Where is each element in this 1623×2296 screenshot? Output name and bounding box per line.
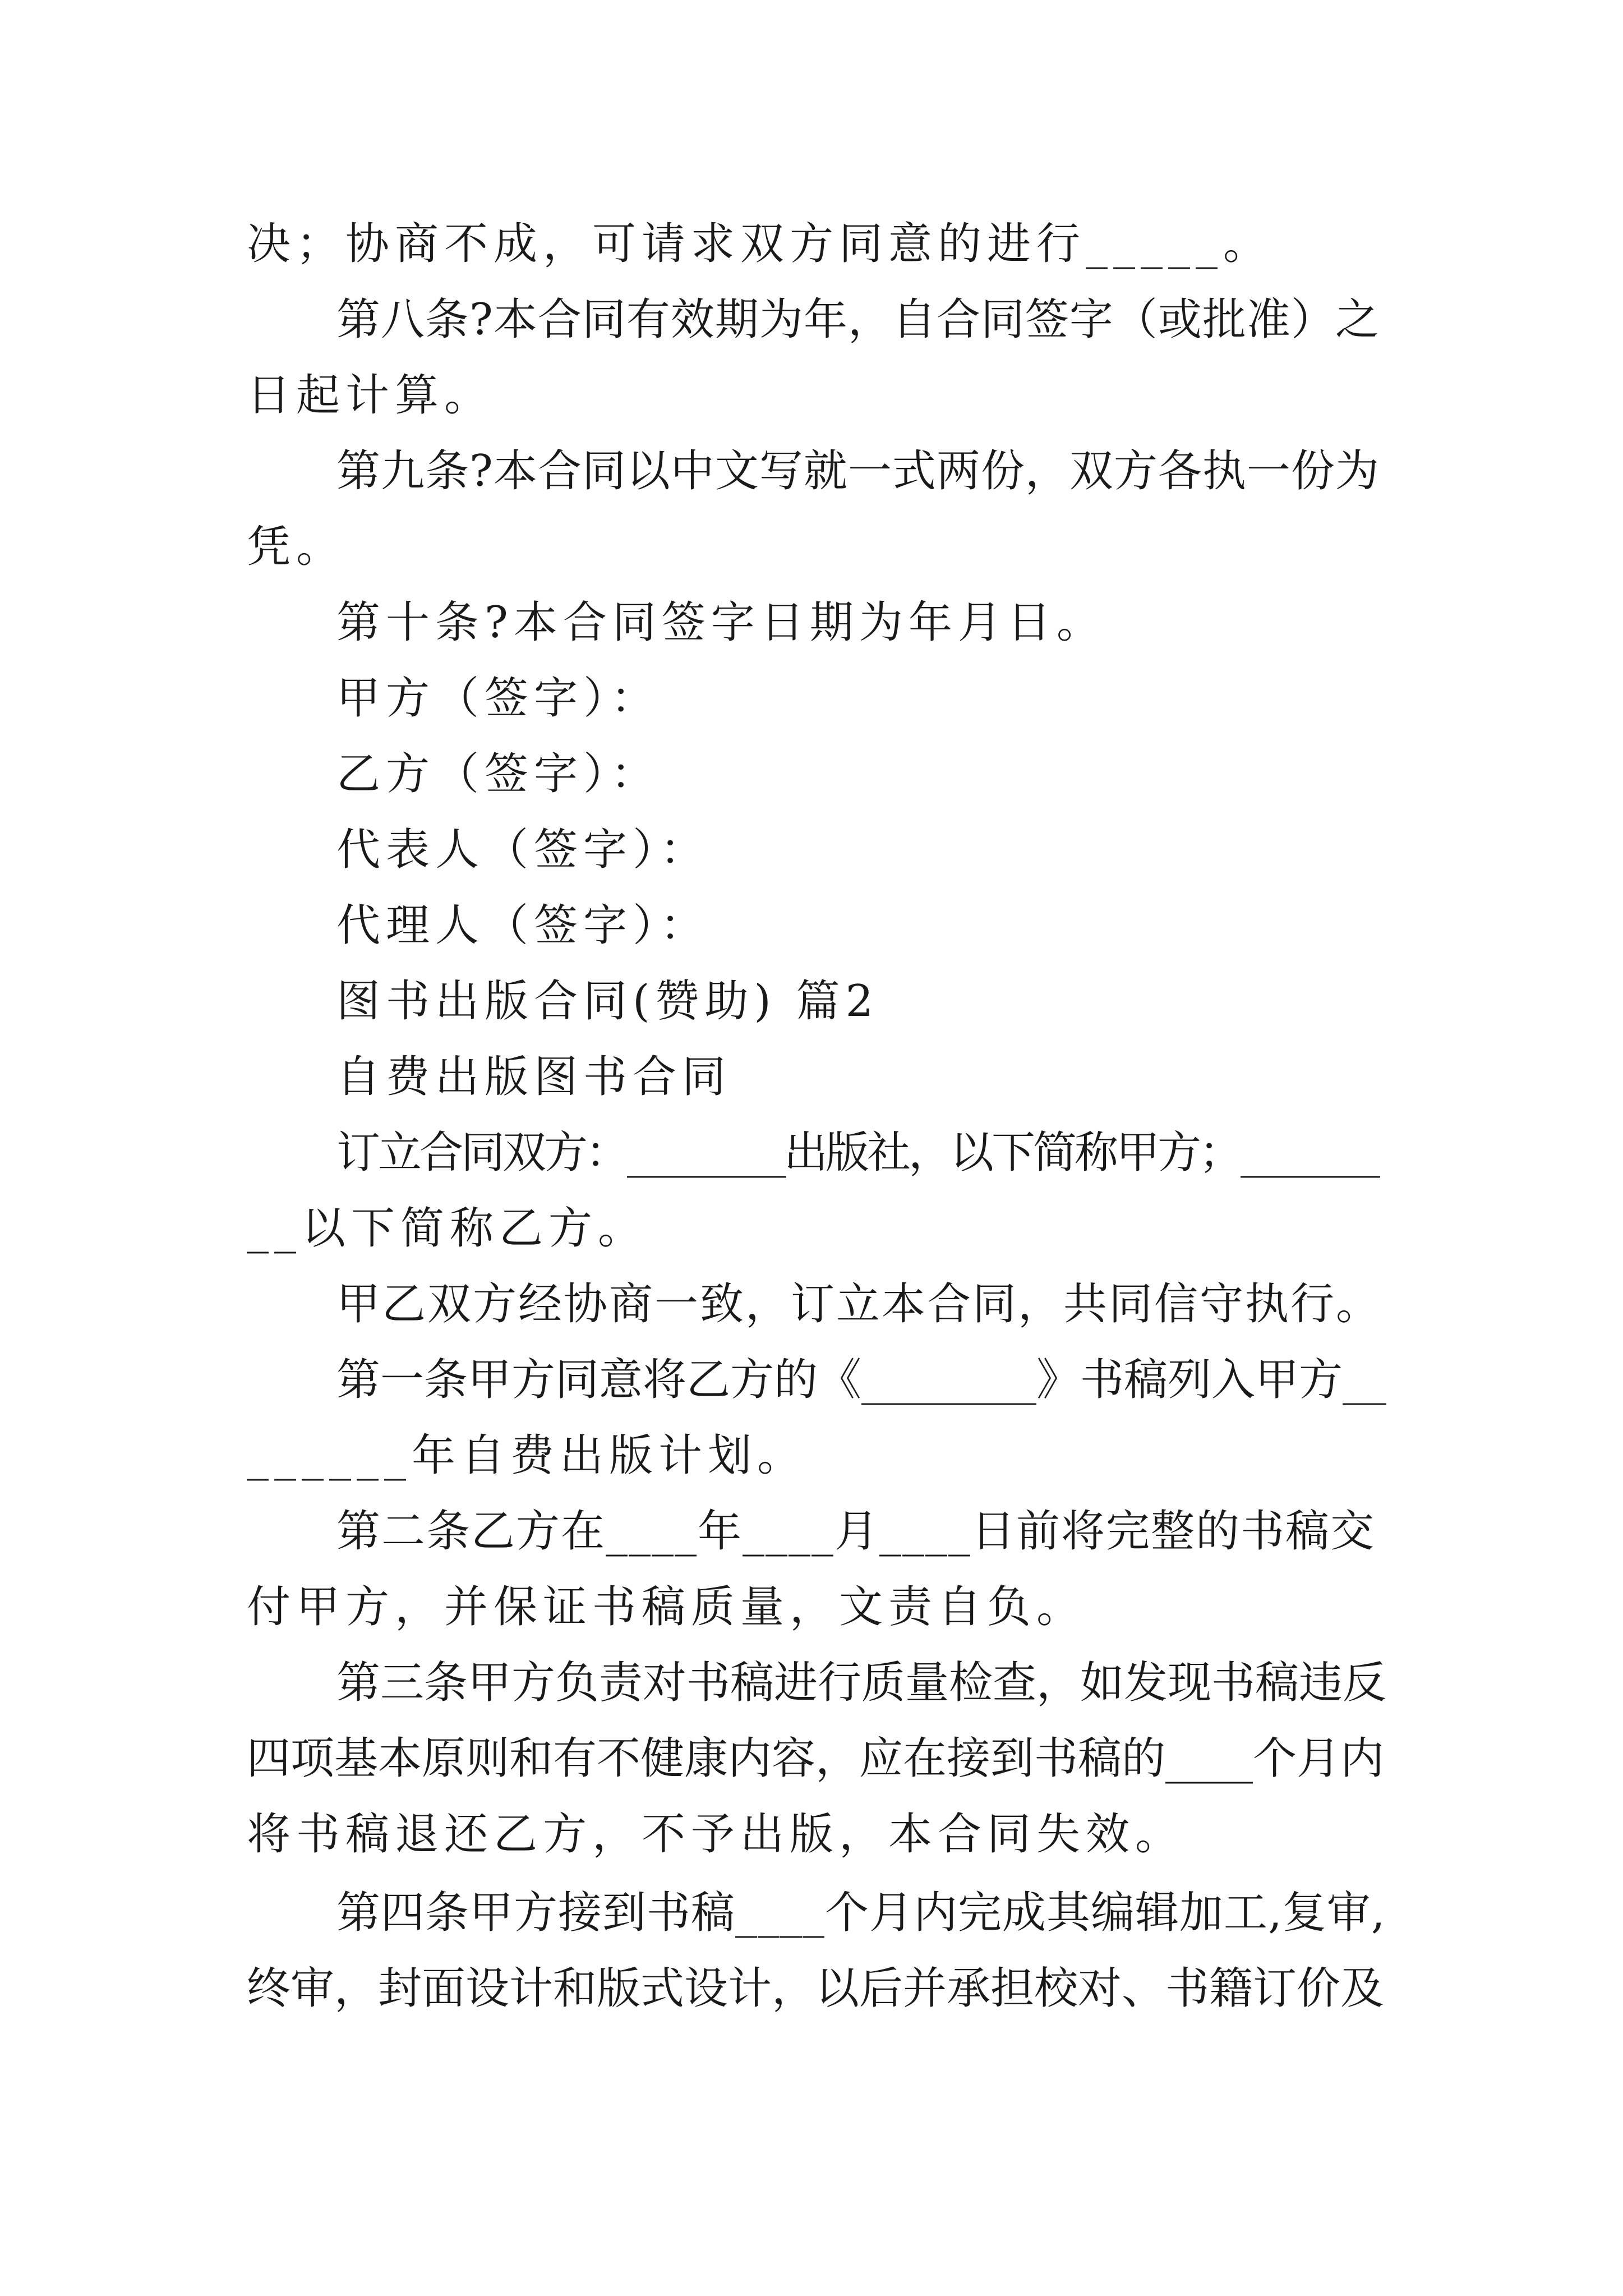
text-line: 日起计算。 [247, 370, 494, 421]
document-title: 自费出版图书合同 [336, 1052, 732, 1102]
text-line: 代理人（签字）： [336, 900, 710, 951]
section-heading: 图书出版合同(赞助) 篇2 [336, 976, 879, 1027]
text-line: 第十条?本合同签字日期为年月日。 [336, 597, 1106, 648]
text-line: 第一条甲方同意将乙方的《________》书稿列入甲方__ [336, 1355, 1387, 1405]
text-line: __以下简称乙方。 [247, 1203, 648, 1254]
text-line: 甲方（签字）： [336, 673, 661, 724]
text-line: 第二条乙方在____年____月____日前将完整的书稿交 [336, 1506, 1376, 1557]
text-line: 四项基本原则和有不健康内容，应在接到书稿的____个月内 [247, 1733, 1385, 1784]
text-line: ______年自费出版计划。 [247, 1430, 807, 1481]
text-line: 第三条甲方负责对书稿进行质量检查，如发现书稿违反 [336, 1658, 1387, 1708]
text-line: 订立合同双方：________出版社，以下简称甲方；_______ [336, 1128, 1378, 1178]
text-line: 第八条?本合同有效期为年，自合同签字（或批准）之 [336, 295, 1380, 345]
text-line: 第四条甲方接到书稿____个月内完成其编辑加工,复审, [336, 1888, 1386, 1938]
text-line: 终审，封面设计和版式设计，以后并承担校对、书籍订价及 [247, 1963, 1385, 2014]
text-line: 将书稿退还乙方，不予出版，本合同失效。 [247, 1809, 1185, 1860]
text-line: 乙方（签字）： [336, 749, 661, 799]
text-line: 甲乙双方经协商一致，订立本合同，共同信守执行。 [336, 1279, 1382, 1329]
text-line: 第九条?本合同以中文写就一式两份，双方各执一份为 [336, 446, 1380, 496]
text-line: 凭。 [247, 522, 346, 572]
text-line: 代表人（签字）： [336, 825, 710, 875]
text-line: 付甲方，并保证书稿质量，文责自负。 [247, 1582, 1086, 1632]
text-line: 决；协商不成，可请求双方同意的进行_____。 [247, 219, 1273, 269]
